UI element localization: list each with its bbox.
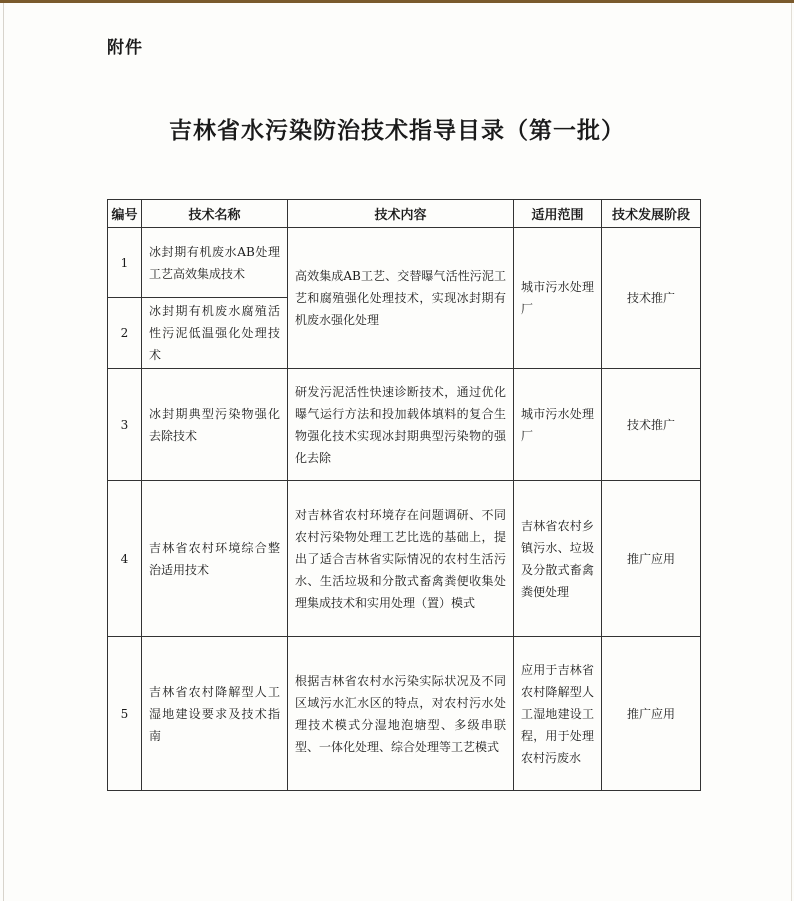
table-header-row <box>108 200 701 228</box>
tech-name: 吉林省农村降解型人工湿地建设要求及技术指南 <box>142 637 288 791</box>
header-tech-name: 技术名称 <box>142 200 288 228</box>
application-scope: 应用于吉林省农村降解型人工湿地建设工程，用于处理农村污废水 <box>514 637 602 791</box>
application-scope: 吉林省农村乡镇污水、垃圾及分散式畜禽粪便处理 <box>514 481 602 637</box>
attachment-label: 附件 <box>107 38 143 58</box>
development-stage: 技术推广 <box>602 369 701 481</box>
application-scope: 城市污水处理厂 <box>514 369 602 481</box>
development-stage: 技术推广 <box>602 228 701 369</box>
technology-catalog-table <box>107 199 701 791</box>
document-title: 吉林省水污染防治技术指导目录（第一批） <box>169 118 625 144</box>
table-row <box>108 481 701 637</box>
row-number: 3 <box>108 369 142 481</box>
row-number: 5 <box>108 637 142 791</box>
development-stage: 推广应用 <box>602 637 701 791</box>
tech-name: 冰封期典型污染物强化去除技术 <box>142 369 288 481</box>
row-number: 2 <box>108 298 142 369</box>
tech-content: 研发污泥活性快速诊断技术，通过优化曝气运行方法和投加载体填料的复合生物强化技术实现冰封期典型污染物的强化去除 <box>288 369 514 481</box>
table-row <box>108 637 701 791</box>
table-row <box>108 228 701 298</box>
tech-name: 冰封期有机废水腐殖活性污泥低温强化处理技术 <box>142 298 288 369</box>
row-number: 1 <box>108 228 142 298</box>
application-scope: 城市污水处理厂 <box>514 228 602 369</box>
tech-content: 对吉林省农村环境存在问题调研、不同农村污染物处理工艺比选的基础上，提出了适合吉林省实际情况的农村生活污水、生活垃圾和分散式畜禽粪便收集处理集成技术和实用处理（置）模式 <box>288 481 514 637</box>
header-stage: 技术发展阶段 <box>602 200 701 228</box>
header-scope: 适用范围 <box>514 200 602 228</box>
tech-content: 高效集成AB工艺、交替曝气活性污泥工艺和腐殖强化处理技术，实现冰封期有机废水强化处理 <box>288 228 514 369</box>
top-border <box>0 0 794 3</box>
development-stage: 推广应用 <box>602 481 701 637</box>
tech-name: 吉林省农村环境综合整治适用技术 <box>142 481 288 637</box>
row-number: 4 <box>108 481 142 637</box>
table-row <box>108 369 701 481</box>
tech-content: 根据吉林省农村水污染实际状况及不同区域污水汇水区的特点，对农村污水处理技术模式分湿地泡塘型、多级串联型、一体化处理、综合处理等工艺模式 <box>288 637 514 791</box>
tech-name: 冰封期有机废水AB处理工艺高效集成技术 <box>142 228 288 298</box>
header-number: 编号 <box>108 200 142 228</box>
header-tech-content: 技术内容 <box>288 200 514 228</box>
